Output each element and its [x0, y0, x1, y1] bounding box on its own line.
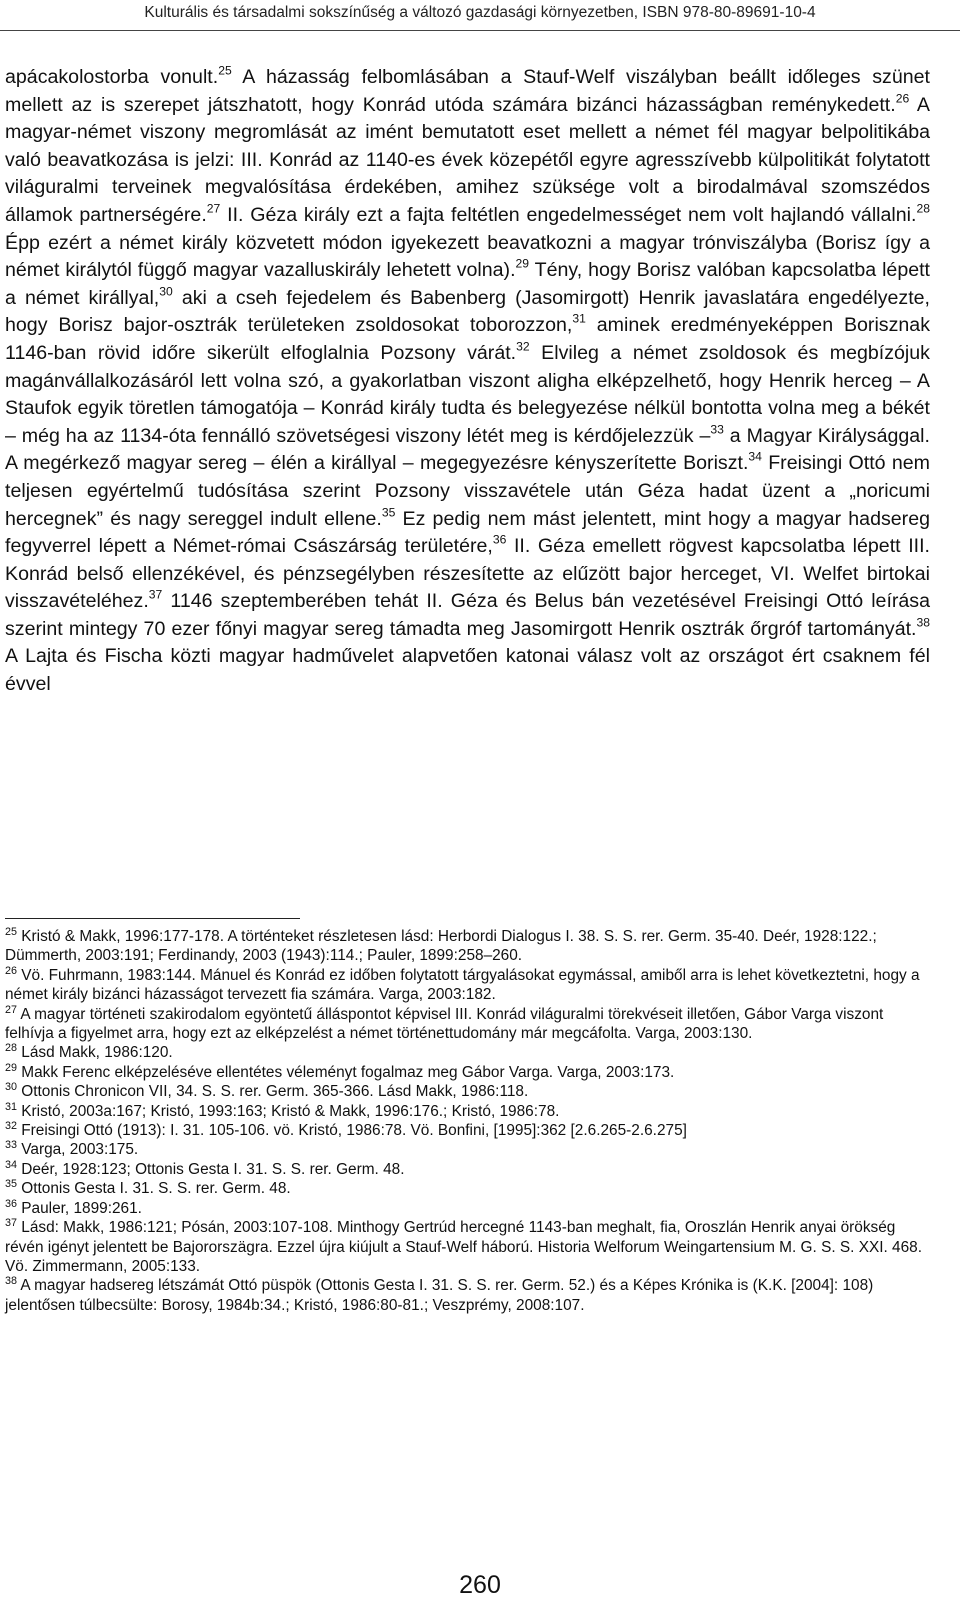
page-number: 260 — [459, 1571, 501, 1599]
body-text-run: Tény, hogy Borisz valóban kapcsolatba lépett a német királlyal, — [5, 259, 930, 309]
footnote-ref[interactable]: 34 — [748, 449, 762, 464]
footnote-ref[interactable]: 38 — [916, 615, 930, 630]
body-text-run: II. Géza emellett rögvest kapcsolatba lépett III. Konrád belső ellenzékével, és pénzsegélyben részesítette az elűzött bajor herceget, VI. Welfet birtokai visszavételéhez. — [5, 535, 930, 613]
footnote-33 — [5, 1140, 930, 1159]
body-text-run: aki a cseh fejedelem és Babenberg (Jasomirgott) Henrik javaslatára engedélyezte, hogy Borisz bajor-osztrák területeken zsoldosokat toborozzon, — [5, 286, 931, 337]
footnotes — [5, 927, 930, 1315]
body-text-run: apácakolostorba vonult. — [5, 66, 219, 88]
footnote-29 — [5, 1063, 930, 1082]
footnote-text: Lásd: Makk, 1986:121; Pósán, 2003:107-108. Minthogy Gertrúd hercegné 1143-ban meghalt, fia, Oroszlán Henrik anyai örökség révén igényt jelentett be Bajororszägra. Ezzel újra kiújult a Stauf-Welf háború. Historia Welforum Weingartensium M. G. S. S. XXI. 468. Vö. Zimmermann, 2005:133. — [5, 1219, 923, 1275]
footnote-36 — [5, 1199, 930, 1218]
footnote-ref[interactable]: 25 — [218, 63, 232, 78]
footnote-35 — [5, 1179, 930, 1198]
footnote-31 — [5, 1102, 930, 1121]
footnote-text: Pauler, 1899:261. — [16, 1199, 142, 1217]
footnote-number: 31 — [5, 1100, 17, 1113]
footnote-text: Varga, 2003:175. — [16, 1141, 139, 1159]
footnote-text: Vö. Fuhrmann, 1983:144. Mánuel és Konrád ez időben folytatott tárgyalásokat egymással, amiből arra is lehet következtetni, hogy a német király bizánci házasságot tervezett fia számára. Varga, 2003:182. — [5, 966, 920, 1004]
footnote-number: 26 — [5, 964, 17, 977]
footnote-ref[interactable]: 29 — [515, 256, 530, 271]
footnote-separator — [5, 918, 300, 919]
footnote-26 — [5, 966, 930, 1005]
footnote-text: Lásd Makk, 1986:120. — [16, 1044, 173, 1062]
footnote-number: 36 — [5, 1197, 17, 1210]
footnote-number: 32 — [5, 1120, 17, 1133]
body-text-run: Freisingi Ottó nem teljesen egyértelmű tudósítása szerint Pozsony visszavétele után Géza hadat üzent a „noricumi hercegnek” és nagy sereggel indult ellene. — [5, 452, 930, 530]
footnote-text: Makk Ferenc elképzeléséve ellentétes véleményt fogalmaz meg Gábor Varga. Varga, 2003:173. — [16, 1063, 675, 1081]
footnote-ref[interactable]: 35 — [381, 505, 396, 519]
footnote-28 — [5, 1043, 930, 1062]
running-header-text: Kulturális és társadalmi sokszínűség a változó gazdasági környezetben, ISBN 978-80-89691-10-4 — [144, 4, 816, 21]
footnote-number: 37 — [5, 1217, 17, 1230]
footnote-25 — [5, 927, 930, 966]
footnote-text: Deér, 1928:123; Ottonis Gesta I. 31. S. S. rer. Germ. 48. — [16, 1160, 405, 1178]
body-text-run: A házasság felbomlásában a Stauf-Welf viszályban beállt időleges szünet mellett az is szerepet játszhatott, hogy Konrád utóda számára bizánci házasságban reménykedett. — [5, 66, 930, 116]
body-text-run: Elvileg a német zsoldosok és megbízójuk magánvállalkozásáról lett volna szó, a gyakorlatban viszont aligha elképzelhető, hogy Henrik herceg – A Staufok egyik töretlen támogatója – Konrád király tudta és belegyezése nélkül bontotta volna meg a békét – még ha az 1134-óta fennálló szövetségesi viszony létét meg is kérdőjelezzük – — [5, 341, 930, 447]
footnote-ref[interactable]: 32 — [516, 339, 530, 354]
footnote-ref[interactable]: 31 — [572, 311, 586, 326]
footnote-text: Freisingi Ottó (1913): I. 31. 105-106. vö. Kristó, 1986:78. Vö. Bonfini, [1995]:362 [2.6.265-2.6.275] — [16, 1122, 687, 1140]
footnote-number: 27 — [5, 1003, 17, 1016]
footnote-text: Ottonis Chronicon VII, 34. S. S. rer. Germ. 365-366. Lásd Makk, 1986:118. — [16, 1083, 529, 1101]
footnote-ref[interactable]: 36 — [492, 532, 507, 547]
footnote-number: 30 — [5, 1081, 17, 1094]
footnote-34 — [5, 1160, 930, 1179]
footnote-ref[interactable]: 28 — [916, 201, 930, 216]
body-text-run: a Magyar Királysággal. A megérkező magyar sereg – élén a királlyal – megegyezésre kényszerítette Boriszt. — [5, 424, 930, 475]
body-text-run: Ez pedig nem mást jelentett, mint hogy a magyar hadsereg fegyverrel lépett a Német-római Császárság területére, — [5, 507, 930, 558]
footnote-text: Ottonis Gesta I. 31. S. S. rer. Germ. 48. — [16, 1180, 291, 1198]
footnote-27 — [5, 1005, 930, 1044]
body-paragraph — [5, 64, 930, 699]
footnote-ref[interactable]: 26 — [895, 91, 910, 106]
body-text-run: 1146 szeptemberében tehát II. Géza és Belus bán vezetésével Freisingi Ottó leírása szerint mintegy 70 ezer főnyi magyar sereg támadta meg Jasomirgott Henrik osztrák őrgróf tartományát. — [5, 590, 930, 640]
body-text — [5, 64, 930, 699]
footnote-number: 38 — [5, 1275, 17, 1288]
body-text-run: A magyar-német viszony megromlását az imént bemutatott eset mellett a német fél magyar belpolitikába való beavatkozása is jelzi: III. Konrád az 1140-es évek közepétől egyre agresszívebb külpolitikát folytatott világuralmi terveinek megvalósítása érdekében, amihez szüksége volt a birodalmával szomszédos államok partnerségére. — [5, 93, 930, 226]
footnote-ref[interactable]: 27 — [206, 201, 221, 216]
footnote-number: 33 — [5, 1139, 17, 1152]
footnote-32 — [5, 1121, 930, 1140]
footnote-ref[interactable]: 37 — [148, 587, 163, 602]
footnote-number: 25 — [5, 926, 17, 939]
footnote-number: 29 — [5, 1061, 17, 1074]
footnote-text: Kristó & Makk, 1996:177-178. A történteket részletesen lásd: Herbordi Dialogus I. 38. S. S. rer. Germ. 35-40. Deér, 1928:122.; Dümmerth, 2003:191; Ferdinandy, 2003 (1943):114.; Pauler, 1899:258–260. — [5, 928, 877, 965]
footnote-ref[interactable]: 33 — [710, 422, 724, 437]
footnote-37 — [5, 1218, 930, 1276]
body-text-run: aminek eredményeképpen Borisznak 1146-ban rövid időre sikerült elfoglalnia Pozsony várát. — [5, 314, 930, 364]
footnote-number: 34 — [5, 1158, 17, 1171]
body-text-run: Épp ezért a német király közvetett módon igyekezett beavatkozni a magyar trónviszályba (Borisz így a német királytól függő magyar vazalluskirály lehetett volna). — [5, 231, 930, 282]
footnote-number: 35 — [5, 1178, 17, 1191]
footnote-text: Kristó, 2003a:167; Kristó, 1993:163; Kristó & Makk, 1996:176.; Kristó, 1986:78. — [16, 1102, 560, 1120]
footnote-30 — [5, 1082, 930, 1101]
body-text-run: A Lajta és Fischa közti magyar hadművelet alapvetően katonai válasz volt az országot ért csaknem fél évvel — [5, 645, 930, 696]
running-header — [0, 0, 960, 31]
footnote-number: 28 — [5, 1042, 17, 1055]
footnote-text: A magyar történeti szakirodalom egyöntetű álláspontot képvisel III. Konrád világuralmi törekvéseit illetően, Gábor Varga viszont felhívja a figyelmet arra, hogy ezt az elképzelést a német történettudomány már megcáfolta. Varga, 2003:130. — [5, 1005, 884, 1043]
body-text-run: II. Géza király ezt a fajta feltétlen engedelmességet nem volt hajlandó vállalni. — [220, 203, 917, 226]
footnote-ref[interactable]: 30 — [159, 284, 173, 299]
footnote-text: A magyar hadsereg létszámát Ottó püspök (Ottonis Gesta I. 31. S. S. rer. Germ. 52.) és a Képes Krónika is (K.K. [2004]: 108) jelentősen túlbecsülte: Borosy, 1984b:34.; Kristó, 1986:80-81.; Veszprémy, 2008:107. — [5, 1277, 874, 1314]
footnote-38 — [5, 1276, 930, 1315]
